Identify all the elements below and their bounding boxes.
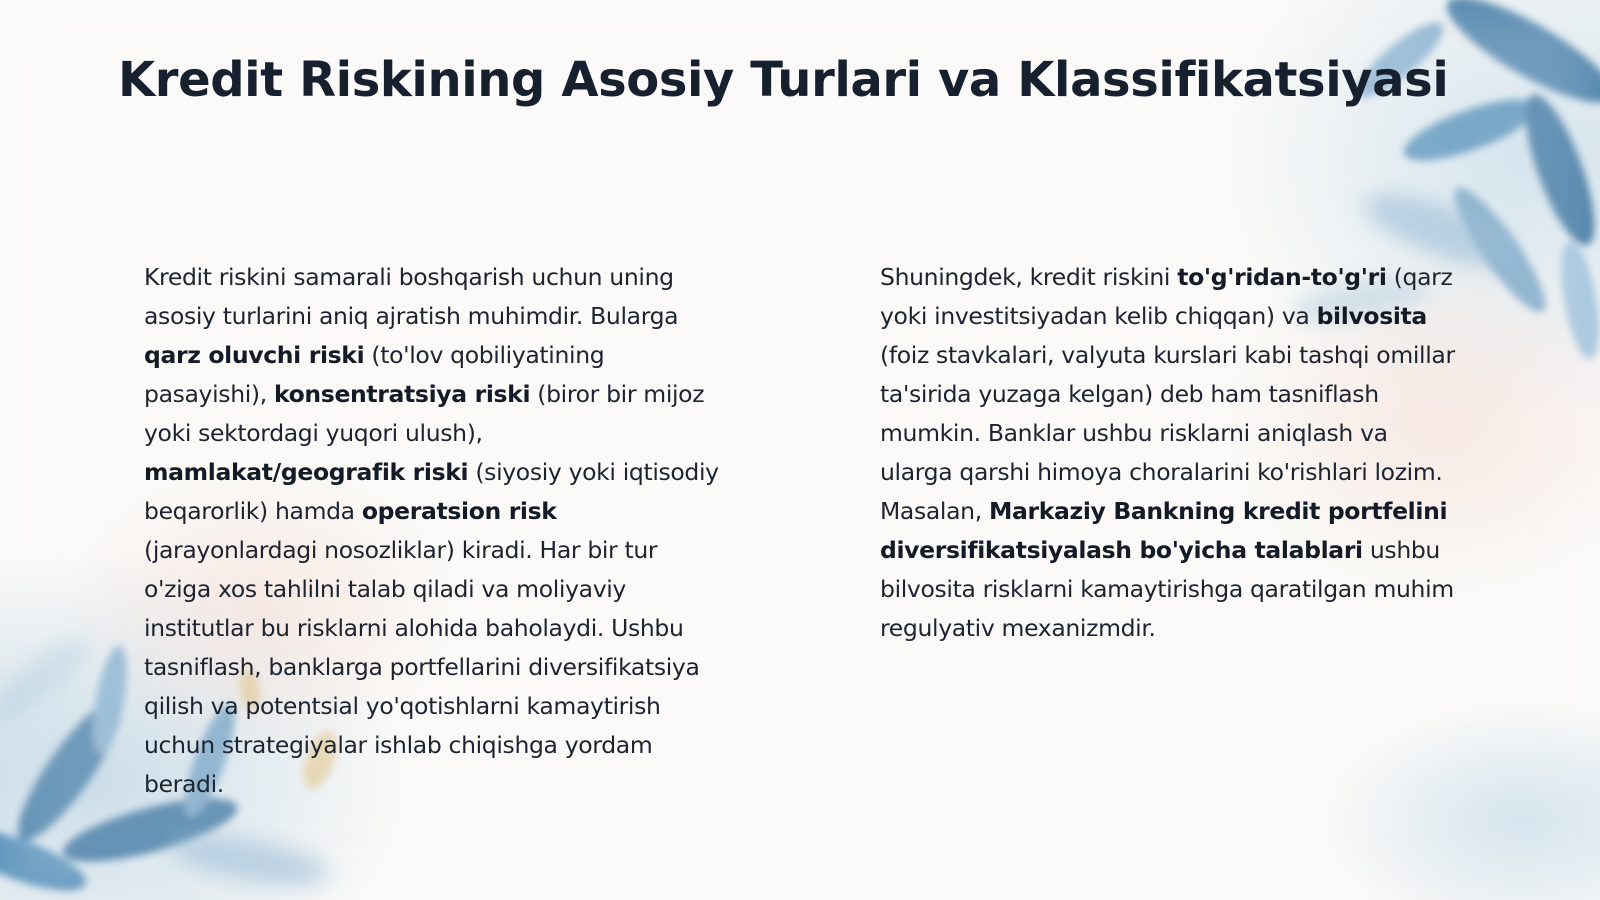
slide-title: Kredit Riskining Asosiy Turlari va Klassifikatsiyasi	[118, 52, 1449, 108]
left-text-column	[144, 258, 724, 804]
text-segment: Shuningdek, kredit riskini	[880, 263, 1178, 291]
text-segment: (foiz stavkalari, valyuta kurslari kabi tashqi omillar ta'sirida yuzaga kelgan) deb ham tasniflash mumkin. Banklar ushbu risklarni aniqlash va ularga qarshi himoya choralarini ko'rishlari lozim. Masalan,	[880, 341, 1455, 525]
text-segment: Kredit riskini samarali boshqarish uchun uning asosiy turlarini aniq ajratish muhimdir. Bularga	[144, 263, 679, 330]
text-segment: (jarayonlardagi nosozliklar) kiradi. Har bir tur o'ziga xos tahlilni talab qiladi va moliyaviy institutlar bu risklarni alohida baholaydi. Ushbu tasniflash, banklarga portfellarini diversifikatsiya qilish va potentsial yo'qotishlarni kamaytirish uchun strategiyalar ishlab chiqishga yordam beradi.	[144, 536, 700, 798]
text-segment: (qarz yoki investitsiyadan kelib chiqqan) va	[880, 263, 1453, 330]
bold-term-direct: to'g'ridan-to'g'ri	[1177, 263, 1387, 291]
bold-term-concentration-risk: konsentratsiya riski	[273, 380, 531, 408]
bold-term-operational-risk: operatsion risk	[361, 497, 557, 525]
text-segment: (to'lov qobiliyatining pasayishi),	[144, 341, 605, 408]
right-text-column	[880, 258, 1460, 648]
bold-term-indirect: bilvosita	[1316, 302, 1427, 330]
bold-term-country-risk: mamlakat/geografik riski	[144, 458, 469, 486]
left-paragraph	[144, 258, 724, 804]
text-segment: ushbu bilvosita risklarni kamaytirishga qaratilgan muhim regulyativ mexanizmdir.	[880, 536, 1454, 642]
bold-term-borrower-risk: qarz oluvchi riski	[144, 341, 365, 369]
bold-term-central-bank-requirements: Markaziy Bankning kredit portfelini diversifikatsiyalash bo'yicha talablari	[880, 497, 1448, 564]
right-paragraph	[880, 258, 1460, 648]
text-segment: (biror bir mijoz yoki sektordagi yuqori ulush),	[144, 380, 705, 447]
text-segment: (siyosiy yoki iqtisodiy beqarorlik) hamda	[144, 458, 719, 525]
